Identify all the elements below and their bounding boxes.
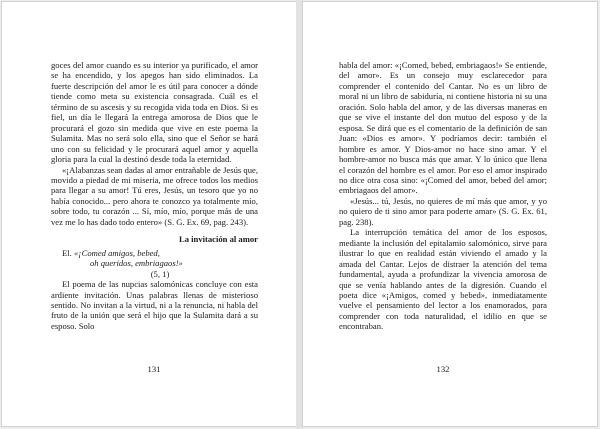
right-paragraph-2: «Jesús... tú, Jesús, no quieres de mí más que amor, y yo no quiero de ti sino amor para poderte amar» (S. G. Ex. 61, pag. 238). (339, 195, 547, 227)
verse-text-1: «¡Comed amigos, bebed, (73, 247, 160, 258)
verse-citation: (5, 1) (150, 268, 170, 279)
left-page-text (51, 60, 258, 331)
left-paragraph-3: El poema de las nupcias salomónicas concluye con esta ardiente invitación. Unas palabras llenas de misterioso sentido. No invitan a la virtud, ni a la renuncia, ni habla del fruto de la unión que será el hijo que la Sulamita dará a su esposo. Solo (51, 279, 258, 331)
right-page (303, 2, 597, 426)
verse-line-2: oh queridos, embriagaos!» (90, 258, 183, 269)
book-gutter (296, 0, 303, 429)
left-paragraph-2: «¡Alabanzas sean dadas al amor entrañable de Jesús que, movido a piedad de mi miseria, me ofrece todos los medios para llegar a su amor! Tú eres, Jesús, un tesoro que yo no había conocido... pero ahora te conozco ya totalmente mío, sobre todo, tu corazón ... Sí, mío, mío, porque más de una vez me lo has dado todo entero» (S. G. Ex. 69, pag. 243). (51, 164, 258, 227)
right-paragraph-1: habla del amor: «¡Comed, bebed, embriagaos!» Se entiende, del amor». Es un consejo muy esclarecedor para comprender el contenido del Cantar. No es un libro de moral ni un libro de sabiduría, ni contiene historia ni su una oración. Solo habla del amor, y de las diversas maneras en que se vive el instante del don mutuo del esposo y de la esposa. Se dirá que es el comentario de la definición de san Juan: «Dios es amor». Y podríamos decir: también el hombre es amor. Y Dios-amor no hace sino amar. Y el hombre-amor no busca más que amar. Y lo único que llena el corazón del hombre es el amor. Por eso el amor inspirado no dice otra cosa sino: «¡Comed del amor, bebed del amor; embriagaos del amor». (339, 60, 547, 196)
page-number-left: 131 (147, 364, 161, 374)
right-page-text (339, 60, 547, 332)
verse-line-1 (51, 248, 258, 258)
left-paragraph-1: goces del amor cuando es su interior ya purificado, el amor se ha encendido, y los apegos han sido eliminados. La fuerte descripción del amor le es útil para conocer a dónde tiende como meta su existencia consagrada. Cuál es el término de su ascesis y su recogida vida toda en Dios. Si es fiel, un día le llegará la entrega amorosa de Dios que le procurará el gozo sin medida que vive en este poema la Sulamita. Mas no será solo ella, sino que el Señor se hará uno con su felicidad y le procurará aquel amor y aquella gloria para la cual la destinó desde toda la eternidad. (51, 60, 258, 165)
page-number-right: 132 (436, 364, 450, 374)
verse-book-label: El. (62, 247, 72, 258)
right-paragraph-3: La interrupción temática del amor de los esposos, mediante la inclusión del epitalamio salomónico, sirve para ilustrar lo que en realidad están viviendo el amado y la amada del Cantar. Lejos de distraer la atención del tema fundamental, ayuda a profundizar la vivencia amorosa de que se venía hablando antes de la digresión. Cuando el poeta dice «¡Amigos, comed y bebed», inmediatamente vuelve el pensamiento del lector a los enamorados, para comprender con toda naturalidad, el idilio en que se encontraban. (339, 227, 547, 332)
section-heading: La invitación al amor (178, 234, 258, 245)
left-page (2, 2, 296, 426)
